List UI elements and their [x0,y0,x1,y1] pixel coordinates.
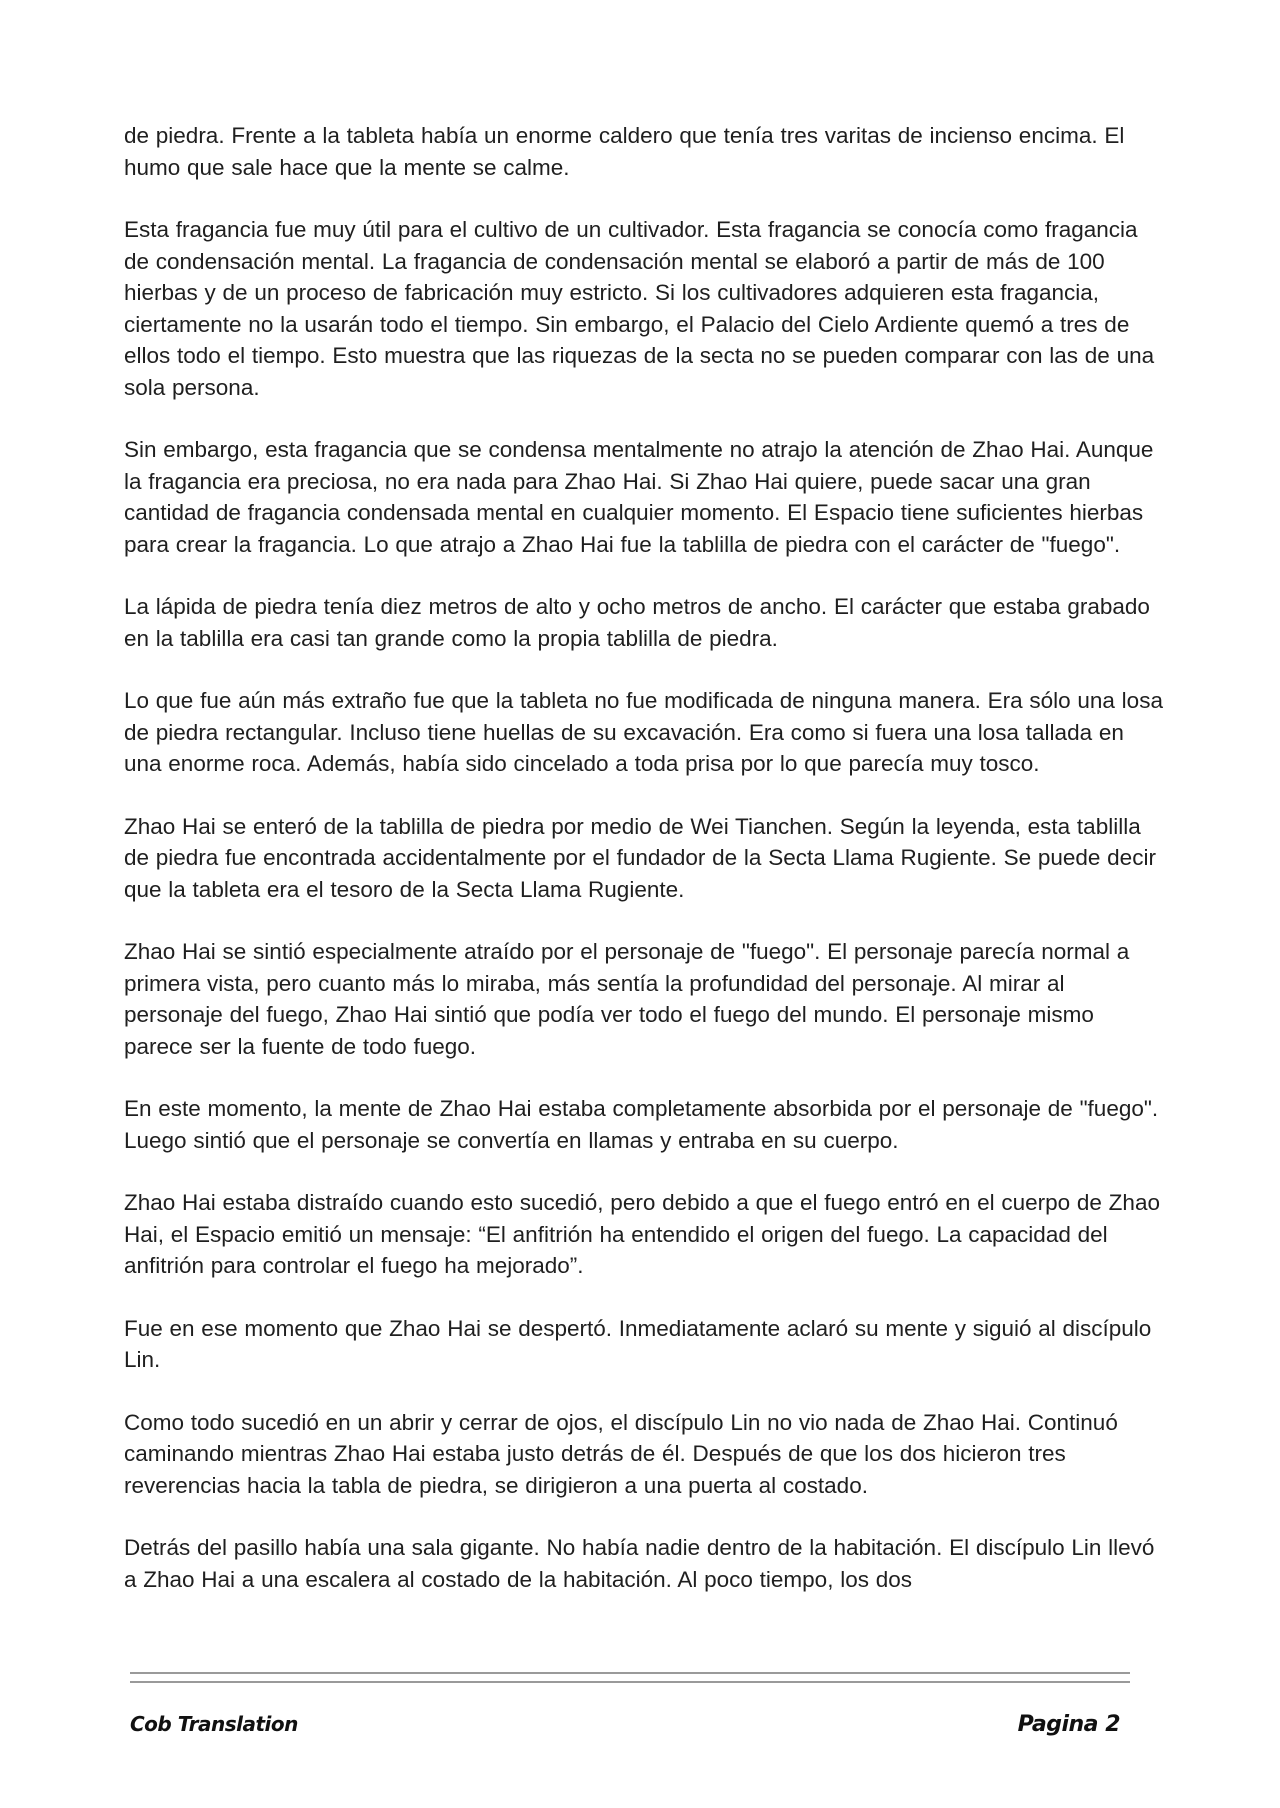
footer-page-number: Pagina 2 [1017,1712,1120,1737]
footer-divider-top [130,1672,1130,1674]
paragraph-8: En este momento, la mente de Zhao Hai estaba completamente absorbida por el personaje de "fuego". Luego sintió que el personaje se convertía en llamas y entraba en su cuerpo. [124,1096,1159,1153]
paragraph-2: Esta fragancia fue muy útil para el cultivo de un cultivador. Esta fragancia se conocía como fragancia de condensación mental. La fragancia de condensación mental se elaboró a partir de más de 100 hierbas y de un proceso de fabricación muy estricto. Si los cultivadores adquieren esta fragancia, ciertamente no la usarán todo el tiempo. Sin embargo, el Palacio del Cielo Ardiente quemó a tres de ellos todo el tiempo. Esto muestra que las riquezas de la secta no se pueden comparar con las de una sola persona. [124,217,1155,400]
footer-translator: Cob Translation [130,1712,298,1736]
paragraph-10: Fue en ese momento que Zhao Hai se despertó. Inmediatamente aclaró su mente y siguió al discípulo Lin. [124,1315,1152,1372]
paragraph-3: Sin embargo, esta fragancia que se condensa mentalmente no atrajo la atención de Zhao Hai. Aunque la fragancia era preciosa, no era nada para Zhao Hai. Si Zhao Hai quiere, puede sacar una gran cantidad de fragancia condensada mental en cualquier momento. El Espacio tiene suficientes hierbas para crear la fragancia. Lo que atrajo a Zhao Hai fue la tablilla de piedra con el carácter de "fuego". [124,437,1154,557]
paragraph-12: Detrás del pasillo había una sala gigante. No había nadie dentro de la habitación. El discípulo Lin llevó a Zhao Hai a una escalera al costado de la habitación. Al poco tiempo, los dos [124,1535,1155,1592]
paragraph-9: Zhao Hai estaba distraído cuando esto sucedió, pero debido a que el fuego entró en el cuerpo de Zhao Hai, el Espacio emitió un mensaje: “El anfitrión ha entendido el origen del fuego. La capacidad del anfitrión para controlar el fuego ha mejorado”. [124,1190,1160,1278]
paragraph-7: Zhao Hai se sintió especialmente atraído por el personaje de "fuego". El personaje parecía normal a primera vista, pero cuanto más lo miraba, más sentía la profundidad del personaje. Al mirar al personaje del fuego, Zhao Hai sintió que podía ver todo el fuego del mundo. El personaje mismo parece ser la fuente de todo fuego. [124,939,1130,1059]
paragraph-5: Lo que fue aún más extraño fue que la tableta no fue modificada de ninguna manera. Era sólo una losa de piedra rectangular. Incluso tiene huellas de su excavación. Era como si fuera una losa tallada en una enorme roca. Además, había sido cincelado a toda prisa por lo que parecía muy tosco. [124,688,1163,776]
footer-divider-bottom [130,1681,1130,1683]
paragraph-1: de piedra. Frente a la tableta había un enorme caldero que tenía tres varitas de incienso encima. El humo que sale hace que la mente se calme. [124,123,1125,180]
paragraph-6: Zhao Hai se enteró de la tablilla de piedra por medio de Wei Tianchen. Según la leyenda, esta tablilla de piedra fue encontrada accidentalmente por el fundador de la Secta Llama Rugiente. Se puede decir que la tableta era el tesoro de la Secta Llama Rugiente. [124,813,1156,902]
page-body [124,120,1164,1626]
paragraph-4: La lápida de piedra tenía diez metros de alto y ocho metros de ancho. El carácter que estaba grabado en la tablilla era casi tan grande como la propia tablilla de piedra. [124,594,1150,651]
paragraph-11: Como todo sucedió en un abrir y cerrar de ojos, el discípulo Lin no vio nada de Zhao Hai. Continuó caminando mientras Zhao Hai estaba justo detrás de él. Después de que los dos hicieron tres reverencias hacia la tabla de piedra, se dirigieron a una puerta al costado. [124,1409,1118,1498]
